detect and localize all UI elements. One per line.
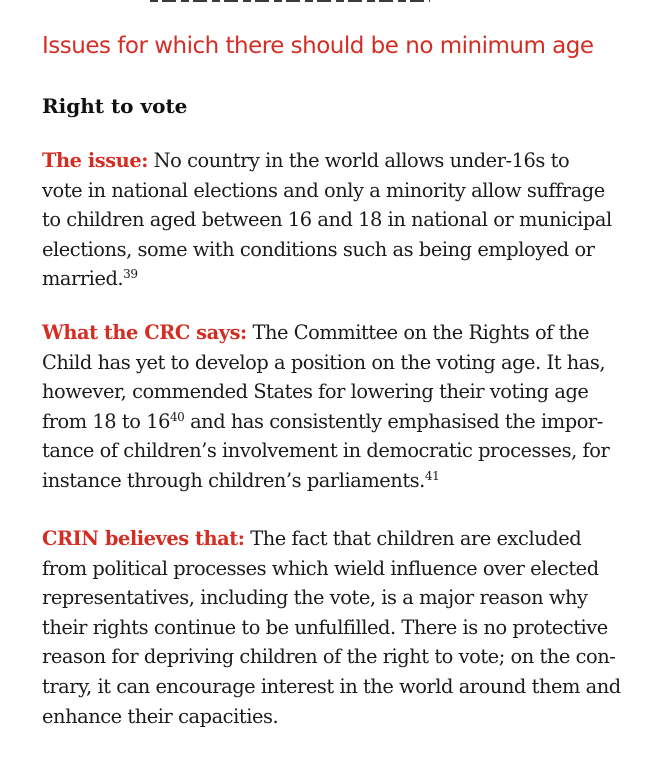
crc-line-1 bbox=[42, 318, 632, 348]
issue-line-5 bbox=[42, 264, 632, 294]
crin-text-line: enhance their capacities. bbox=[42, 704, 279, 728]
issue-text-line: married. bbox=[42, 267, 124, 291]
crc-text-line: instance through children’s parliaments. bbox=[42, 468, 425, 492]
footnote-marker[interactable]: 41 bbox=[424, 468, 440, 483]
crc-text-line: Child has yet to develop a position on the voting age. It has, bbox=[42, 350, 606, 374]
crin-text-line: reason for depriving children of the right to vote; on the con- bbox=[42, 645, 616, 669]
issue-text-line: to children aged between 16 and 18 in national or municipal bbox=[42, 208, 612, 232]
section-title: Issues for which there should be no minimum age bbox=[42, 33, 594, 59]
subsection-title: Right to vote bbox=[42, 94, 188, 118]
cut-off-previous-text bbox=[150, 0, 450, 2]
crin-paragraph bbox=[42, 524, 632, 731]
issue-label: The issue: bbox=[42, 149, 148, 172]
crc-line-6 bbox=[42, 466, 632, 496]
crin-text-line: their rights continue to be unfulfilled. There is no protective bbox=[42, 615, 608, 639]
issue-line-1 bbox=[42, 146, 632, 176]
issue-paragraph bbox=[42, 146, 632, 294]
crc-text-line: The Committee on the Rights of the bbox=[252, 321, 590, 344]
crc-text-line: tance of children’s involvement in democratic processes, for bbox=[42, 439, 610, 463]
crc-line-4 bbox=[42, 407, 632, 437]
crin-text-line: representatives, including the vote, is a major reason why bbox=[42, 586, 588, 610]
crin-label: CRIN believes that: bbox=[42, 527, 245, 550]
crc-text-line: and has consistently emphasised the impor- bbox=[190, 409, 603, 433]
crc-text-line: however, commended States for lowering their voting age bbox=[42, 380, 589, 404]
footnote-marker[interactable]: 39 bbox=[123, 267, 138, 282]
crin-line-1 bbox=[42, 524, 632, 554]
crc-paragraph bbox=[42, 318, 632, 496]
footnote-marker[interactable]: 40 bbox=[169, 409, 185, 424]
issue-text-line: elections, some with conditions such as being employed or bbox=[42, 237, 595, 261]
issue-text-line: No country in the world allows under-16s to bbox=[153, 149, 570, 172]
issue-text-line: vote in national elections and only a minority allow suffrage bbox=[42, 178, 605, 202]
crin-text-line: trary, it can encourage interest in the world around them and bbox=[42, 674, 621, 698]
crc-text-line: from 18 to 16 bbox=[42, 409, 170, 433]
cut-off-text-fragment bbox=[150, 0, 430, 2]
crin-text-line: from political processes which wield influence over elected bbox=[42, 556, 599, 580]
crc-label: What the CRC says: bbox=[42, 321, 247, 344]
crin-text-line: The fact that children are excluded bbox=[250, 527, 582, 550]
